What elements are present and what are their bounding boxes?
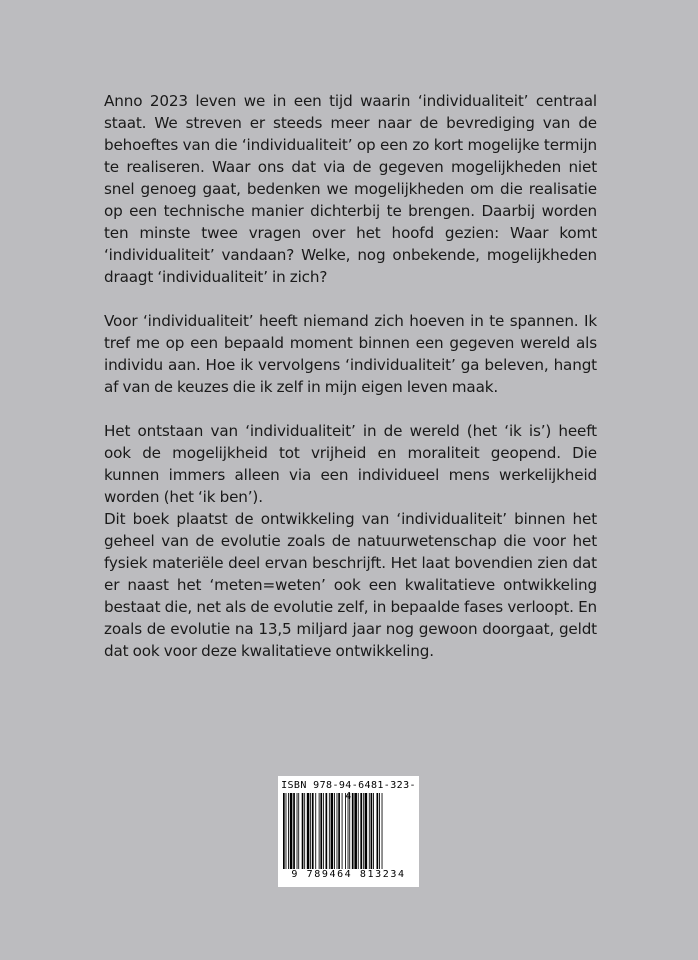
barcode-bar (319, 793, 320, 869)
barcode-bar (315, 793, 316, 869)
barcode-bars (283, 793, 414, 869)
barcode-bar (371, 793, 373, 869)
barcode-bar (342, 793, 343, 869)
barcode-bar (363, 793, 364, 869)
barcode-bar (338, 793, 340, 869)
barcode-bar (323, 793, 324, 869)
barcode-bar (310, 793, 311, 869)
isbn-barcode (278, 776, 419, 887)
paragraph-3: Het ontstaan van ‘individualiteit’ in de wereld (het ‘ik is’) heeft ook de mogelijkheid tot vrijheid en moraliteit geopend. Die kunnen immers alleen via een individueel mens werkelijkheid worden (het ‘ik ben’). (104, 422, 597, 506)
barcode-bar (329, 793, 330, 869)
paragraph-1: Anno 2023 leven we in een tijd waarin ‘individualiteit’ centraal staat. We streven er steeds meer naar de bevrediging van de behoeftes van die ‘individualiteit’ op een zo kort mogelijke termijn te realiseren. Waar ons dat via de gegeven mogelijkheden niet snel genoeg gaat, bedenken we mogelijkheden om die realisatie op een technische manier dichterbij te brengen. Daarbij worden ten minste twee vragen over het hoofd gezien: Waar komt ‘individualiteit’ vandaan? Welke, nog onbekende, mogelijkheden draagt ‘individualiteit’ in zich? (104, 92, 597, 286)
barcode-bar (290, 793, 293, 869)
barcode-bar (334, 793, 335, 869)
barcode-bar (307, 793, 310, 869)
barcode-bar (326, 793, 328, 869)
barcode-bar (288, 793, 289, 869)
barcode-digits: 9 789464 813234 (291, 869, 406, 880)
barcode-bar (337, 793, 338, 869)
barcode-bar (360, 793, 362, 869)
barcode-bar (304, 793, 305, 869)
barcode-bar (320, 793, 322, 869)
barcode-bar (352, 793, 354, 869)
barcode-bar (354, 793, 357, 869)
barcode-bar (365, 793, 368, 869)
barcode-bar (293, 793, 295, 869)
barcode-bar (331, 793, 334, 869)
barcode-bar (312, 793, 314, 869)
barcode-bar (382, 793, 383, 869)
paragraph-4: Dit boek plaatst de ontwikkeling van ‘individualiteit’ binnen het geheel van de evolutie zoals de natuurwetenschap die voor het fysiek materiële deel ervan beschrijft. Het laat bovendien zien dat er naast het ‘meten=weten’ ook een kwalitatieve ontwikkeling bestaat die, net als de evolutie zelf, in bepaalde fases verloopt. En zoals de evolutie na 13,5 miljard jaar nog gewoon doorgaat, geldt dat ook voor deze kwalitatieve ontwikkeling. (104, 510, 597, 660)
barcode-bar (349, 793, 350, 869)
barcode-bar (297, 793, 298, 869)
barcode-bar (373, 793, 374, 869)
isbn-label: ISBN 978-94-6481-323-4 (281, 780, 416, 802)
barcode-bar (369, 793, 370, 869)
barcode-bar (345, 793, 346, 869)
barcode-bar (379, 793, 380, 869)
barcode-bar (358, 793, 359, 869)
barcode-bar (302, 793, 304, 869)
barcode-bar (348, 793, 349, 869)
paragraph-gap (104, 398, 597, 420)
paragraph-gap (104, 288, 597, 310)
barcode-bar (286, 793, 287, 869)
back-cover-text (104, 90, 597, 662)
barcode-bar (298, 793, 299, 869)
barcode-bar (283, 793, 285, 869)
barcode-bar (377, 793, 379, 869)
paragraph-2: Voor ‘individualiteit’ heeft niemand zich hoeven in te spannen. Ik tref me op een bepaald moment binnen een gegeven wereld als individu aan. Hoe ik vervolgens ‘individualiteit’ ga beleven, hangt af van de keuzes die ik zelf in mijn eigen leven maak. (104, 312, 597, 396)
